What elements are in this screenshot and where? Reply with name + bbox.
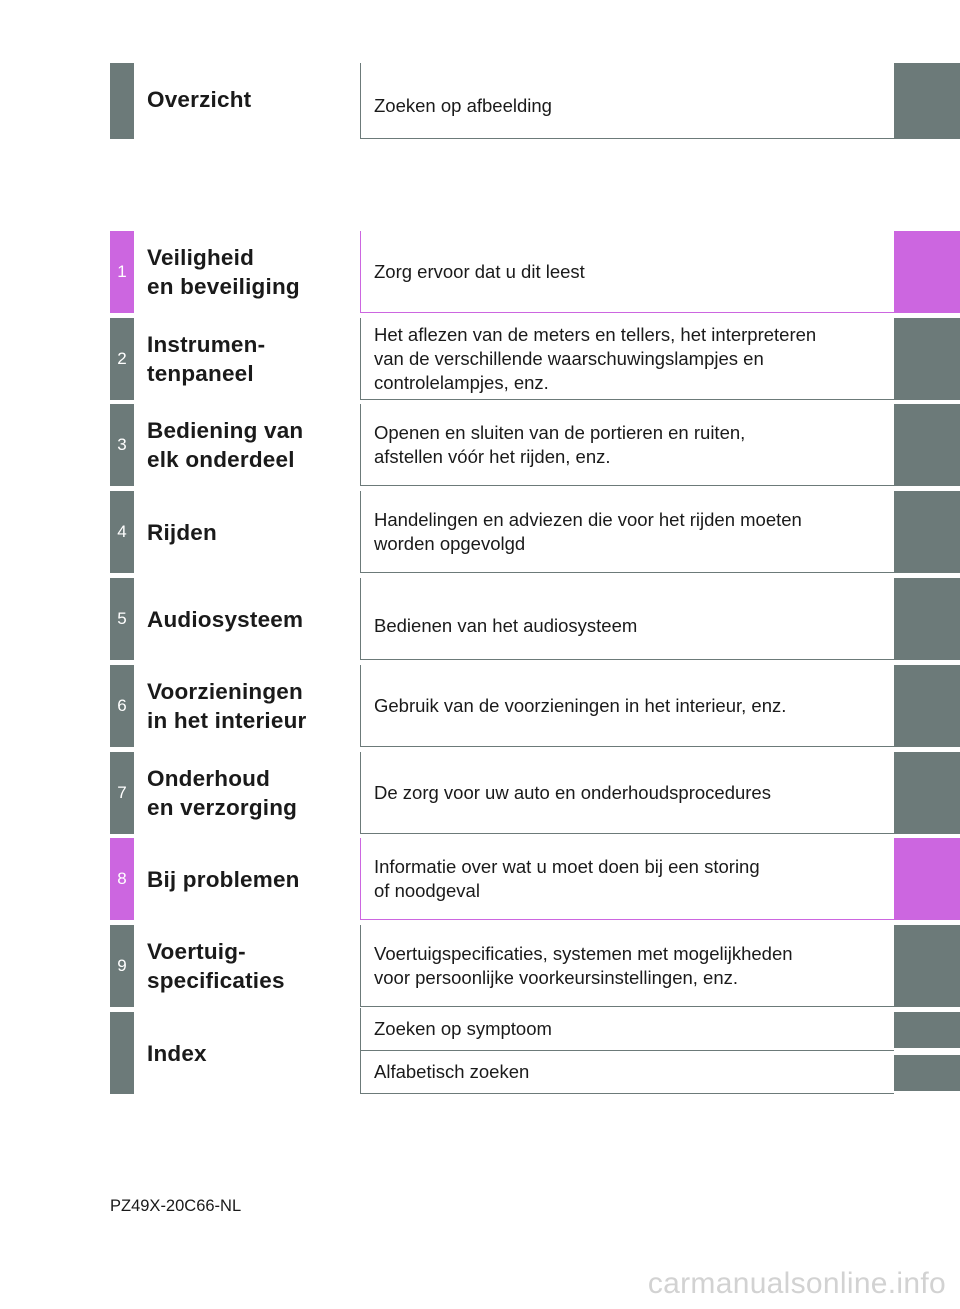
- chapter-title: Instrumen- tenpaneel: [147, 332, 266, 386]
- index-alphabetical-link[interactable]: Alfabetisch zoeken: [360, 1051, 894, 1094]
- overview-title: Overzicht: [147, 87, 252, 112]
- chapter-number-tab: 2: [110, 318, 134, 400]
- chapter-desc[interactable]: Zorg ervoor dat u dit leest: [360, 231, 894, 313]
- overview-thumb-tab[interactable]: [894, 63, 960, 139]
- chapter-number-tab: 8: [110, 838, 134, 920]
- chapter-title: Voorzieningen in het interieur: [147, 679, 307, 733]
- chapter-number-tab: 4: [110, 491, 134, 573]
- chapter-row-4[interactable]: [110, 491, 960, 573]
- overview-tab-marker: [110, 63, 134, 139]
- chapter-number-tab: 5: [110, 578, 134, 660]
- chapter-row-7[interactable]: [110, 752, 960, 834]
- chapter-desc[interactable]: Handelingen en adviezen die voor het rijden moeten worden opgevolgd: [360, 491, 894, 573]
- chapter-title: Veiligheid en beveiliging: [147, 245, 300, 299]
- index-title: Index: [147, 1040, 207, 1066]
- chapter-desc[interactable]: Het aflezen van de meters en tellers, het interpreteren van de verschillende waarschuwingslampjes en controlelampjes, enz.: [360, 318, 894, 400]
- overview-row[interactable]: [110, 63, 960, 139]
- chapter-row-9[interactable]: [110, 925, 960, 1007]
- chapter-number-tab: 6: [110, 665, 134, 747]
- chapter-row-6[interactable]: [110, 665, 960, 747]
- chapter-number-tab: 7: [110, 752, 134, 834]
- chapter-thumb-tab[interactable]: [894, 318, 960, 400]
- chapter-row-3[interactable]: [110, 404, 960, 486]
- chapter-title: Bediening van elk onderdeel: [147, 418, 304, 472]
- chapter-number-tab: 3: [110, 404, 134, 486]
- chapter-thumb-tab[interactable]: [894, 491, 960, 573]
- index-tab-marker: [110, 1012, 134, 1094]
- index-symptom-thumb-tab[interactable]: [894, 1012, 960, 1048]
- chapter-desc[interactable]: Openen en sluiten van de portieren en ruiten, afstellen vóór het rijden, enz.: [360, 404, 894, 486]
- chapter-thumb-tab[interactable]: [894, 925, 960, 1007]
- document-code: PZ49X-20C66-NL: [110, 1197, 242, 1215]
- chapter-desc[interactable]: Gebruik van de voorzieningen in het interieur, enz.: [360, 665, 894, 747]
- chapter-desc[interactable]: Bedienen van het audiosysteem: [360, 578, 894, 660]
- chapter-thumb-tab[interactable]: [894, 665, 960, 747]
- chapter-title: Audiosysteem: [147, 606, 304, 632]
- chapter-title: Onderhoud en verzorging: [147, 766, 298, 820]
- chapter-title: Rijden: [147, 519, 217, 545]
- chapter-row-1[interactable]: [110, 231, 960, 313]
- index-alphabetical-thumb-tab[interactable]: [894, 1055, 960, 1091]
- chapter-title: Bij problemen: [147, 866, 300, 892]
- index-symptom-link[interactable]: Zoeken op symptoom: [360, 1008, 894, 1051]
- watermark: carmanualsonline.info: [647, 1267, 946, 1300]
- chapter-thumb-tab[interactable]: [894, 838, 960, 920]
- chapter-desc[interactable]: Informatie over wat u moet doen bij een storing of noodgeval: [360, 838, 894, 920]
- overview-desc[interactable]: Zoeken op afbeelding: [360, 63, 894, 139]
- chapter-row-2[interactable]: [110, 318, 960, 400]
- chapter-row-8[interactable]: [110, 838, 960, 920]
- chapter-thumb-tab[interactable]: [894, 578, 960, 660]
- chapter-title: Voertuig- specificaties: [147, 939, 285, 993]
- chapter-number-tab: 1: [110, 231, 134, 313]
- chapter-thumb-tab[interactable]: [894, 231, 960, 313]
- chapter-thumb-tab[interactable]: [894, 404, 960, 486]
- index-row: [110, 1012, 960, 1094]
- chapter-row-5[interactable]: [110, 578, 960, 660]
- chapter-desc[interactable]: Voertuigspecificaties, systemen met mogelijkheden voor persoonlijke voorkeursinstellingen, enz.: [360, 925, 894, 1007]
- chapter-thumb-tab[interactable]: [894, 752, 960, 834]
- chapter-number-tab: 9: [110, 925, 134, 1007]
- chapter-desc[interactable]: De zorg voor uw auto en onderhoudsprocedures: [360, 752, 894, 834]
